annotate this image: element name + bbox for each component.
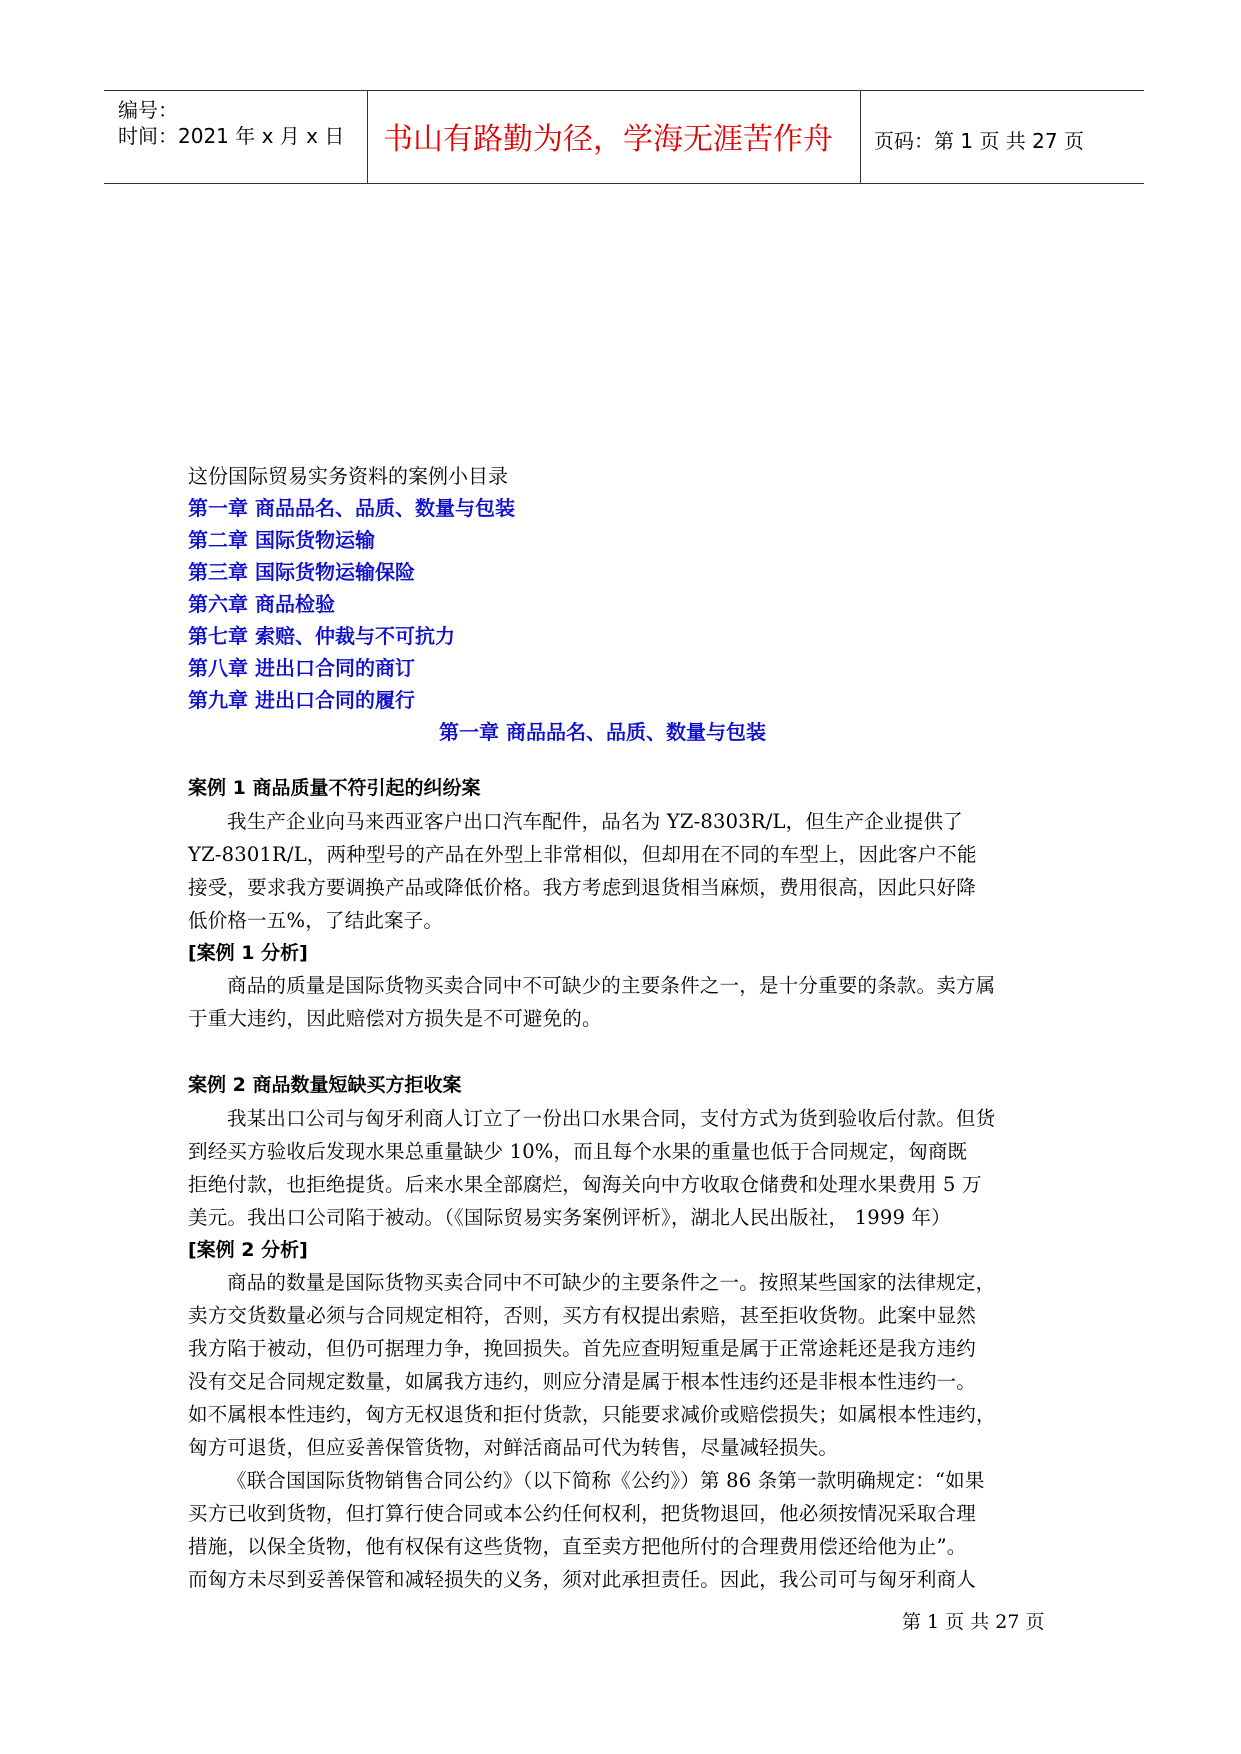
toc-item[interactable]: 第九章 进出口合同的履行 (188, 688, 415, 712)
toc-item[interactable]: 第八章 进出口合同的商订 (188, 656, 415, 680)
case-2-title: 案例 2 商品数量短缺买方拒收案 (188, 1074, 462, 1096)
paragraph-line: 我生产企业向马来西亚客户出口汽车配件，品名为 YZ-8303R/L，但生产企业提供了 (227, 810, 963, 833)
document-body (188, 460, 1068, 1596)
toc-item[interactable]: 第二章 国际货物运输 (188, 528, 375, 552)
document-date: 时间：2021 年 x 月 x 日 (118, 124, 345, 148)
header-motto: 书山有路勤为径，学海无涯苦作舟 (383, 122, 833, 157)
header-divider-right (860, 90, 861, 184)
paragraph-line: 低价格一五%，了结此案子。 (188, 909, 444, 932)
paragraph-line: 接受，要求我方要调换产品或降低价格。我方考虑到退货相当麻烦，费用很高，因此只好降 (188, 876, 977, 899)
document-number-label: 编号： (118, 98, 178, 122)
paragraph-line: 买方已收到货物，但打算行使合同或本公约任何权利，把货物退回，他必须按情况采取合理 (188, 1502, 977, 1525)
header-top-rule (104, 90, 1144, 91)
paragraph-line: 美元。我出口公司陷于被动。（《国际贸易实务案例评析》，湖北人民出版社， 1999 年） (188, 1206, 951, 1229)
paragraph-line: 措施，以保全货物，他有权保有这些货物，直至卖方把他所付的合理费用偿还给他为止”。 (188, 1535, 967, 1558)
toc-item[interactable]: 第三章 国际货物运输保险 (188, 560, 415, 584)
paragraph-line: 匈方可退货，但应妥善保管货物，对鲜活商品可代为转售，尽量减轻损失。 (188, 1436, 839, 1459)
paragraph-line: 到经买方验收后发现水果总重量缺少 10%，而且每个水果的重量也低于合同规定，匈商既 (188, 1140, 968, 1163)
case-2-analysis-title: [案例 2 分析] (188, 1239, 308, 1261)
paragraph-line: 我方陷于被动，但仍可据理力争，挽回损失。首先应查明短重是属于正常途耗还是我方违约 (188, 1337, 977, 1360)
toc-item[interactable]: 第六章 商品检验 (188, 592, 335, 616)
paragraph-line: 于重大违约，因此赔偿对方损失是不可避免的。 (188, 1007, 602, 1030)
paragraph-line: 卖方交货数量必须与合同规定相符，否则，买方有权提出索赔，甚至拒收货物。此案中显然 (188, 1304, 977, 1327)
paragraph-line: 而匈方未尽到妥善保管和减轻损失的义务，须对此承担责任。因此，我公司可与匈牙利商人 (188, 1568, 977, 1591)
paragraph-line: 拒绝付款，也拒绝提货。后来水果全部腐烂，匈海关向中方收取仓储费和处理水果费用 5 万 (188, 1173, 982, 1196)
paragraph-line: 如不属根本性违约，匈方无权退货和拒付货款，只能要求减价或赔偿损失；如属根本性违约， (188, 1403, 996, 1426)
chapter-title: 第一章 商品品名、品质、数量与包装 (439, 720, 766, 744)
toc-item[interactable]: 第一章 商品品名、品质、数量与包装 (188, 496, 515, 520)
paragraph-line: 没有交足合同规定数量，如属我方违约，则应分清是属于根本性违约还是非根本性违约一。 (188, 1370, 977, 1393)
paragraph-line: 商品的数量是国际货物买卖合同中不可缺少的主要条件之一。按照某些国家的法律规定， (227, 1271, 996, 1294)
paragraph-line: 商品的质量是国际货物买卖合同中不可缺少的主要条件之一，是十分重要的条款。卖方属 (227, 974, 996, 997)
page-footer: 第 1 页 共 27 页 (902, 1611, 1045, 1633)
paragraph-line: 《联合国国际货物销售合同公约》（以下简称《公约》）第 86 条第一款明确规定：“如果 (227, 1469, 985, 1492)
toc-item[interactable]: 第七章 索赔、仲裁与不可抗力 (188, 624, 455, 648)
paragraph-line: YZ-8301R/L，两种型号的产品在外型上非常相似，但却用在不同的车型上，因此客户不能 (188, 843, 977, 866)
case-1-analysis-title: [案例 1 分析] (188, 942, 308, 964)
header-bottom-rule (104, 183, 1144, 184)
toc-heading: 这份国际贸易实务资料的案例小目录 (188, 464, 508, 488)
paragraph-line: 我某出口公司与匈牙利商人订立了一份出口水果合同，支付方式为货到验收后付款。但货 (227, 1107, 996, 1130)
case-1-title: 案例 1 商品质量不符引起的纠纷案 (188, 777, 481, 799)
header-page-indicator: 页码：第 1 页 共 27 页 (874, 129, 1084, 153)
